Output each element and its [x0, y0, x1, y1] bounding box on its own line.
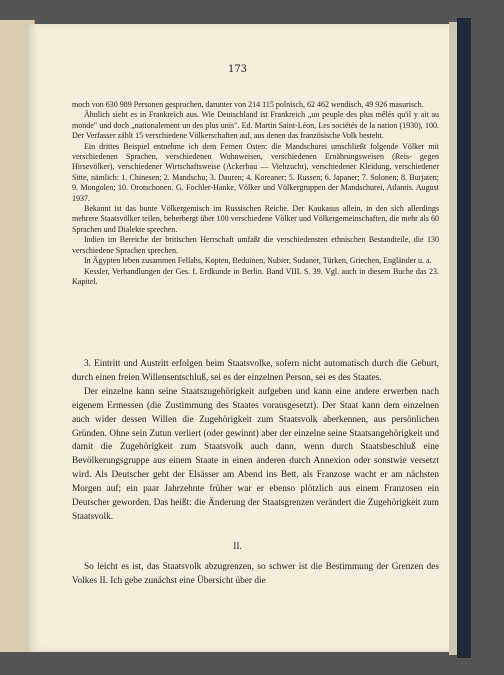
- paragraph-indien: Indien im Bereiche der britischen Herrschaft umfaßt die verschiedensten ethnischen Bestandteile, die 130 verschiedene Sprachen sprechen.: [72, 235, 439, 255]
- paragraph-kessler: Kessler, Verhandlungen der Ges. f. Erdkunde in Berlin. Band VIII. S. 39. Vgl. auch in diesem Buche das 23. Kapitel.: [72, 266, 439, 286]
- paragraph-russland: Bekannt ist das bunte Völkergemisch im Russischen Reiche. Der Kaukasus allein, in den sich allerdings mehrere Staatsvölker teilen, beherbergt über 100 verschiedene Völker und Völkergemeinschaften, die mehr als 60 Sprachen und Dialekte sprechen.: [72, 204, 439, 234]
- paragraph-staatsvolk: So leicht es ist, das Staatsvolk abzugrenzen, so schwer ist die Bestimmung der Grenzen des Volkes II. Ich gebe zunächst eine Übersicht über die: [72, 562, 439, 586]
- paragraph-aegypten: In Ägypten leben zusammen Fellahs, Kopten, Beduinen, Nubier, Sudaner, Türken, Griechen, Engländer u. a.: [84, 256, 432, 266]
- page-number: 173: [227, 64, 248, 75]
- paragraph-mandschurei: Ein drittes Beispiel entnehme ich dem Fernen Osten: die Mandschurei umschließt folgende Völker mit verschiedenen Sprachen, verschiedenen Wohnweisen, verschiedenen Ernährungsweisen (Reis- gegen Hirsevölker), verschiedener Wirtschaftsweise (Ackerbau — Viehzucht), verschiedener Kleidung, verschiedener Sitte, nämlich: 1. Chinesen; 2. Mandschu; 3. Dauren; 4. Koreaner; 5. Russen; 6. Japaner; 7. Solonen; 8. Burjaten; 9. Mongolen; 10. Orotschonen. G. Fochler-Hanke, Völker und Völkergruppen der Mandschurei, Atlantis. August 1937.: [72, 141, 439, 203]
- paragraph-staatszugehoerigkeit: Der einzelne kann seine Staatszugehörigkeit aufgeben und kann eine andere erwerben nach eigenem Ermessen (die Zustimmung des Staates vorausgesetzt). Der Staat kann dem einzelnen auch wider dessen Willen die Zugehörigkeit zum Staatsvolk aberkennen, aus persönlichen Gründen. Ohne sein Zutun verliert (oder gewinnt) aber der einzelne seine Staatsangehörigkeit und damit die Zugehörigkeit zum Staatsvolk auch dann, wenn durch Staatsbeschluß eine Bevölkerungsgruppe aus einem Staate in einen anderen durch Annexion oder sonstwie versetzt wird. Als Deutscher geht der Elsässer am Abend ins Bett, als Franzose wacht er am nächsten Morgen auf; ein paar Jahrzehnte früher war er ebenso plötzlich aus einem Franzosen ein Deutscher geworden. Das heißt: die Änderung der Staatsgrenzen verändert die Zugehörigkeit zum Staatsvolk.: [72, 386, 439, 522]
- section-heading: II.: [233, 542, 242, 552]
- paragraph-frankreich: Ähnlich sieht es in Frankreich aus. Wie Deutschland ist Frankreich „un peuple des plus mêlés qu'il y ait au monde" und doch „nationalement un des plus unis". Ed. Martin Saint-Léon, Les sociétés de la nation (1930), 100. Der Verfasser zählt 15 verschiedene Völkerschaften auf, aus denen das französische Volk besteht.: [72, 110, 439, 141]
- book-page: [26, 24, 449, 652]
- book-cover-edge: [457, 18, 471, 658]
- footnote-block: [72, 100, 439, 287]
- final-text-block: [72, 561, 439, 589]
- paragraph-1: moch von 630 989 Personen gesprochen, darunter von 214 115 polnisch, 62 462 wendisch, 49 926 masurisch.: [72, 100, 424, 109]
- paragraph-eintritt: 3. Eintritt und Austritt erfolgen beim Staatsvolke, sofern nicht automatisch durch die Geburt, durch einen freien Willensentschluß, sei es der einzelnen Person, sei es des Staates.: [72, 359, 439, 383]
- main-text-block: [72, 358, 439, 525]
- page-stack-edge: [449, 22, 457, 655]
